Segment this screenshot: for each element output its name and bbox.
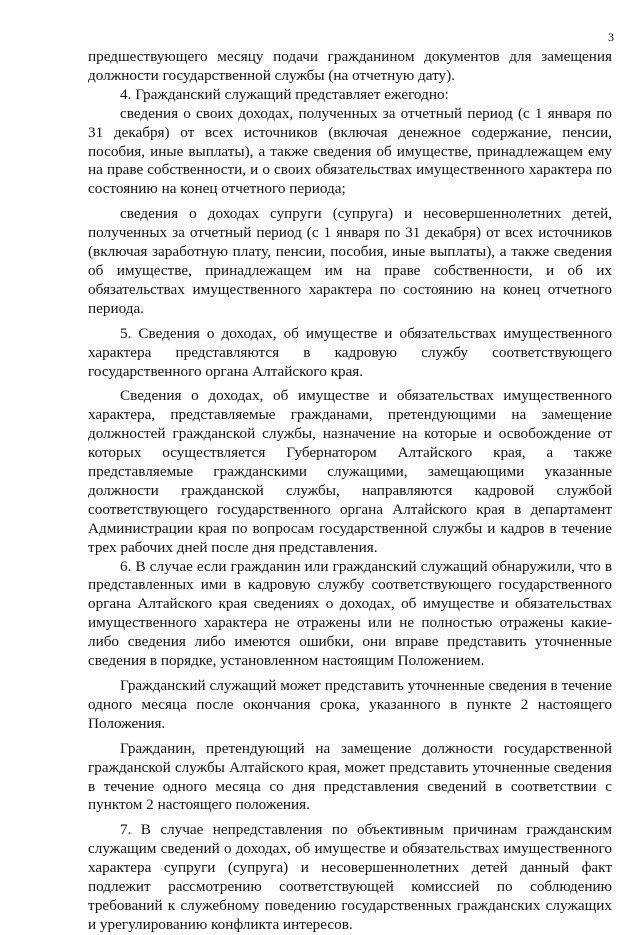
paragraph-item-5-details: Сведения о доходах, об имуществе и обязательствах имущественного характера, представляемые гражданами, претендующими на замещение должностей гражданской службы, назначение на которые и освобождение от которых осуществляется Губернатором Алтайского края, а также представляемые гражданскими служащими, замещающими указанные должности гражданской службы, направляются кадровой службой соответствующего государственного органа Алтайского края в департамент Администрации края по вопросам государственной службы и кадров в течение трех рабочих дней после дня представления. (88, 387, 612, 556)
paragraph-employee-correction: Гражданский служащий может представить уточненные сведения в течение одного месяца после окончания срока, указанного в пункте 2 настоящего Положения. (88, 677, 612, 732)
paragraph-family-income: сведения о доходах супруги (супруга) и несовершеннолетних детей, полученных за отчетный период (с 1 января по 31 декабря) от всех источников (включая заработную плату, пенсии, пособия, иные выплаты), а также сведения об имуществе, принадлежащем им на праве собственности, и об их обязательствах имущественного характера по состоянию на конец отчетного периода. (88, 205, 612, 317)
paragraph-citizen-correction: Гражданин, претендующий на замещение должности государственной гражданской службы Алтайского края, может представить уточненные сведения в течение одного месяца со дня представления сведений в соответствии с пунктом 2 настоящего положения. (88, 739, 612, 814)
document-body (88, 48, 612, 935)
paragraph-item-4-heading: 4. Гражданский служащий представляет ежегодно: (120, 85, 449, 103)
paragraph-continuation: предшествующего месяцу подачи гражданином документов для замещения должности государственной службы (на отчетную дату). (88, 48, 612, 84)
paragraph-item-7: 7. В случае непредставления по объективным причинам гражданским служащим сведений о доходах, об имуществе и обязательствах имущественного характера супруги (супруга) и несовершеннолетних детей данный факт подлежит рассмотрению соответствующей комиссией по соблюдению требований к служебному поведению государственных гражданских служащих и урегулированию конфликта интересов. (88, 821, 612, 933)
page-number: 3 (608, 30, 614, 44)
paragraph-own-income: сведения о своих доходах, полученных за отчетный период (с 1 января по 31 декабря) от всех источников (включая денежное содержание, пенсии, пособия, иные выплаты), а также сведения об имуществе, принадлежащем ему на праве собственности, и о своих обязательствах имущественного характера по состоянию на конец отчетного периода; (88, 104, 612, 198)
paragraph-item-6: 6. В случае если гражданин или гражданский служащий обнаружили, что в представленных ими в кадровую службу соответствующего государственного органа Алтайского края сведениях о доходах, об имуществе и обязательствах имущественного характера не отражены или не полностью отражены какие-либо сведения либо имеются ошибки, они вправе представить уточненные сведения в порядке, установленном настоящим Положением. (88, 557, 612, 670)
paragraph-item-5: 5. Сведения о доходах, об имуществе и обязательствах имущественного характера представляются в кадровую службу соответствующего государственного органа Алтайского края. (88, 324, 612, 380)
